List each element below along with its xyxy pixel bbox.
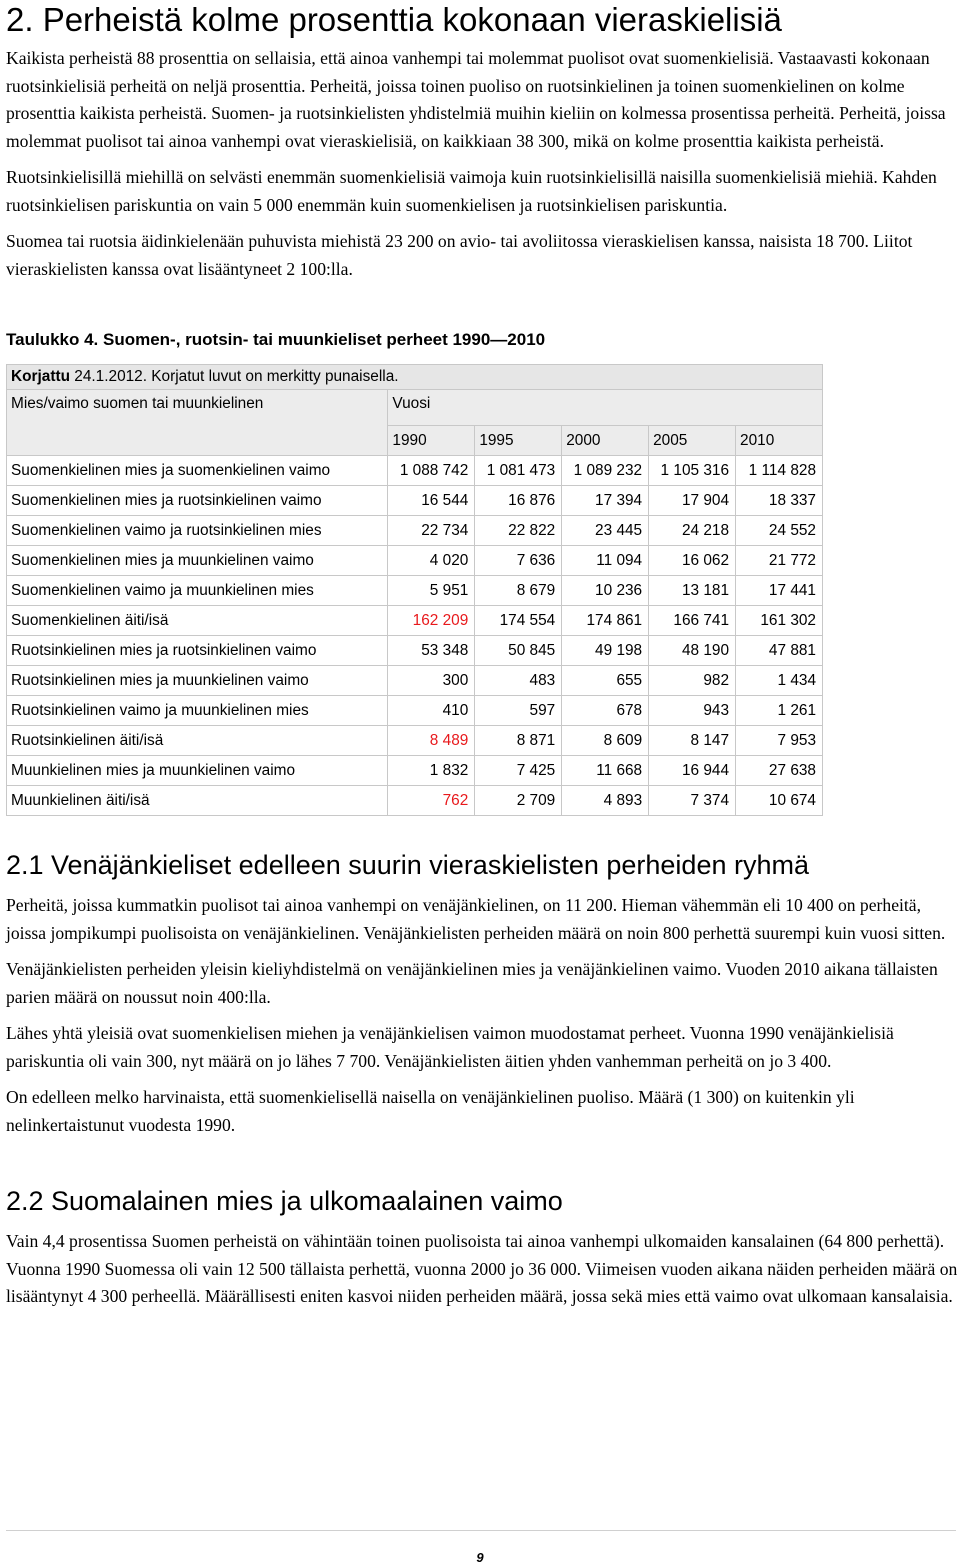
table-cell: 17 904 bbox=[649, 486, 736, 516]
table-cell: 47 881 bbox=[736, 636, 823, 666]
table-cell: 27 638 bbox=[736, 756, 823, 786]
table-cell: 166 741 bbox=[649, 606, 736, 636]
table-cell: 174 861 bbox=[562, 606, 649, 636]
section-2-body bbox=[6, 45, 958, 283]
table-row bbox=[7, 756, 823, 786]
section-2-2-body bbox=[6, 1228, 958, 1311]
table-cell: 162 209 bbox=[388, 606, 475, 636]
table-cell: 24 218 bbox=[649, 516, 736, 546]
table-cell: 22 822 bbox=[475, 516, 562, 546]
table-row bbox=[7, 486, 823, 516]
year-header: 2000 bbox=[562, 426, 649, 456]
row-label: Suomenkielinen mies ja suomenkielinen vaimo bbox=[7, 456, 388, 486]
table-cell: 1 088 742 bbox=[388, 456, 475, 486]
table-cell: 22 734 bbox=[388, 516, 475, 546]
row-label: Suomenkielinen mies ja ruotsinkielinen vaimo bbox=[7, 486, 388, 516]
section-2-heading: 2. Perheistä kolme prosenttia kokonaan vieraskielisiä bbox=[6, 1, 782, 38]
table-cell: 48 190 bbox=[649, 636, 736, 666]
table-cell: 1 081 473 bbox=[475, 456, 562, 486]
row-label: Ruotsinkielinen äiti/isä bbox=[7, 726, 388, 756]
paragraph: Suomea tai ruotsia äidinkielenään puhuvista miehistä 23 200 on avio- tai avoliitossa vieraskielisen kanssa, naisista 18 700. Liitot vieraskielisten kanssa ovat lisääntyneet 2 100:lla. bbox=[6, 231, 913, 279]
table-cell: 410 bbox=[388, 696, 475, 726]
table-cell: 24 552 bbox=[736, 516, 823, 546]
table-cell: 10 674 bbox=[736, 786, 823, 816]
table-cell: 17 441 bbox=[736, 576, 823, 606]
table-cell: 23 445 bbox=[562, 516, 649, 546]
table-cell: 1 261 bbox=[736, 696, 823, 726]
paragraph: Perheitä, joissa kummatkin puolisot tai ainoa vanhempi on venäjänkielinen, on 11 200. Hieman vähemmän eli 10 400 on perheitä, joissa jompikumpi puolisoista on venäjänkielinen. Venäjänkielisten perheiden määrä on noin 800 perhettä suurempi kuin vuosi sitten. bbox=[6, 895, 946, 943]
table-cell: 483 bbox=[475, 666, 562, 696]
table-cell: 16 544 bbox=[388, 486, 475, 516]
table-cell: 1 105 316 bbox=[649, 456, 736, 486]
year-header: 1995 bbox=[475, 426, 562, 456]
table-row bbox=[7, 696, 823, 726]
table-cell: 8 679 bbox=[475, 576, 562, 606]
document-page bbox=[6, 0, 958, 1320]
header-row bbox=[7, 390, 823, 426]
row-header: Mies/vaimo suomen tai muunkielinen bbox=[7, 390, 388, 456]
table-cell: 18 337 bbox=[736, 486, 823, 516]
table-cell: 1 089 232 bbox=[562, 456, 649, 486]
table-cell: 53 348 bbox=[388, 636, 475, 666]
table-cell: 1 434 bbox=[736, 666, 823, 696]
table-cell: 678 bbox=[562, 696, 649, 726]
section-2-1-body bbox=[6, 892, 958, 1139]
table-cell: 49 198 bbox=[562, 636, 649, 666]
table-cell: 8 489 bbox=[388, 726, 475, 756]
table-cell: 300 bbox=[388, 666, 475, 696]
correction-label: Korjattu bbox=[11, 368, 70, 385]
table-cell: 1 114 828 bbox=[736, 456, 823, 486]
table-cell: 17 394 bbox=[562, 486, 649, 516]
table-cell: 8 871 bbox=[475, 726, 562, 756]
paragraph: Venäjänkielisten perheiden yleisin kieliyhdistelmä on venäjänkielinen mies ja venäjänkielinen vaimo. Vuoden 2010 aikana tällaisten parien määrä on noussut noin 400:lla. bbox=[6, 959, 938, 1007]
table-row bbox=[7, 456, 823, 486]
table-cell: 982 bbox=[649, 666, 736, 696]
table-cell: 50 845 bbox=[475, 636, 562, 666]
table-row bbox=[7, 606, 823, 636]
row-label: Suomenkielinen vaimo ja muunkielinen mies bbox=[7, 576, 388, 606]
row-label: Muunkielinen mies ja muunkielinen vaimo bbox=[7, 756, 388, 786]
group-header: Vuosi bbox=[388, 390, 823, 426]
year-header: 2010 bbox=[736, 426, 823, 456]
table-cell: 8 147 bbox=[649, 726, 736, 756]
table-cell: 11 668 bbox=[562, 756, 649, 786]
correction-row bbox=[7, 365, 823, 390]
row-label: Ruotsinkielinen mies ja muunkielinen vaimo bbox=[7, 666, 388, 696]
table-cell: 943 bbox=[649, 696, 736, 726]
row-label: Suomenkielinen äiti/isä bbox=[7, 606, 388, 636]
table-cell: 7 374 bbox=[649, 786, 736, 816]
table-row bbox=[7, 666, 823, 696]
table-cell: 7 425 bbox=[475, 756, 562, 786]
table-cell: 11 094 bbox=[562, 546, 649, 576]
table-row bbox=[7, 546, 823, 576]
table-cell: 2 709 bbox=[475, 786, 562, 816]
table-cell: 174 554 bbox=[475, 606, 562, 636]
paragraph: Vain 4,4 prosentissa Suomen perheistä on vähintään toinen puolisoista tai ainoa vanhempi ulkomaiden kansalainen (64 800 perhettä). Vuonna 1990 Suomessa oli vain 12 500 tällaista perhettä, vuonna 2000 jo 36 000. Viimeisen vuoden aikana näiden perheiden määrä on lisääntynyt 4 300 perheellä. Määrällisesti eniten kasvoi niiden perheiden määrä, jossa sekä mies että vaimo ovat ulkomaan kansalaisia. bbox=[6, 1231, 958, 1306]
table-cell: 16 876 bbox=[475, 486, 562, 516]
row-label: Suomenkielinen vaimo ja ruotsinkielinen mies bbox=[7, 516, 388, 546]
table-row bbox=[7, 786, 823, 816]
table-cell: 13 181 bbox=[649, 576, 736, 606]
row-label: Suomenkielinen mies ja muunkielinen vaimo bbox=[7, 546, 388, 576]
table-cell: 7 636 bbox=[475, 546, 562, 576]
table-cell: 1 832 bbox=[388, 756, 475, 786]
table-cell: 8 609 bbox=[562, 726, 649, 756]
table-cell: 597 bbox=[475, 696, 562, 726]
table-row bbox=[7, 576, 823, 606]
table-cell: 762 bbox=[388, 786, 475, 816]
table-cell: 7 953 bbox=[736, 726, 823, 756]
table-cell: 161 302 bbox=[736, 606, 823, 636]
paragraph: Kaikista perheistä 88 prosenttia on sellaisia, että ainoa vanhempi tai molemmat puolisot ovat suomenkielisiä. Vastaavasti kokonaan ruotsinkielisiä perheitä on neljä prosenttia. Perheitä, joissa toinen puoliso on ruotsinkielinen ja toinen suomenkielinen on kolme prosenttia kaikista perheistä. Suomen- ja ruotsinkielisten yhdistelmiä muihin kieliin on kolmessa prosentissa perheitä. Perheitä, joissa molemmat puolisot tai ainoa vanhempi ovat vieraskielisiä, on kaikkiaan 38 300, mikä on kolme prosenttia kaikista perheistä. bbox=[6, 48, 946, 151]
year-header: 1990 bbox=[388, 426, 475, 456]
page-number: 9 bbox=[476, 1550, 484, 1565]
row-label: Ruotsinkielinen vaimo ja muunkielinen mies bbox=[7, 696, 388, 726]
table-cell: 16 062 bbox=[649, 546, 736, 576]
year-header: 2005 bbox=[649, 426, 736, 456]
row-label: Muunkielinen äiti/isä bbox=[7, 786, 388, 816]
table-cell: 4 893 bbox=[562, 786, 649, 816]
table-cell: 4 020 bbox=[388, 546, 475, 576]
table-caption: Taulukko 4. Suomen-, ruotsin- tai muunkieliset perheet 1990—2010 bbox=[6, 330, 546, 349]
table-row bbox=[7, 726, 823, 756]
table-cell: 10 236 bbox=[562, 576, 649, 606]
section-2-2-heading: 2.2 Suomalainen mies ja ulkomaalainen vaimo bbox=[6, 1186, 563, 1216]
families-table bbox=[6, 364, 823, 816]
paragraph: On edelleen melko harvinaista, että suomenkielisellä naisella on venäjänkielinen puoliso. Määrä (1 300) on kuitenkin yli nelinkertaistunut vuodesta 1990. bbox=[6, 1087, 855, 1135]
row-label: Ruotsinkielinen mies ja ruotsinkielinen vaimo bbox=[7, 636, 388, 666]
footer-divider bbox=[6, 1530, 956, 1531]
table-cell: 655 bbox=[562, 666, 649, 696]
table-cell: 16 944 bbox=[649, 756, 736, 786]
correction-note bbox=[7, 365, 823, 390]
table-cell: 21 772 bbox=[736, 546, 823, 576]
table-cell: 5 951 bbox=[388, 576, 475, 606]
paragraph: Lähes yhtä yleisiä ovat suomenkielisen miehen ja venäjänkielisen vaimon muodostamat perheet. Vuonna 1990 venäjänkielisiä pariskuntia oli vain 300, nyt määrä on jo lähes 7 700. Venäjänkielisten äitien yhden vanhemman perheitä on jo 3 400. bbox=[6, 1023, 894, 1071]
table-row bbox=[7, 516, 823, 546]
correction-text: 24.1.2012. Korjatut luvut on merkitty punaisella. bbox=[70, 368, 399, 385]
table-row bbox=[7, 636, 823, 666]
section-2-1-heading: 2.1 Venäjänkieliset edelleen suurin vieraskielisten perheiden ryhmä bbox=[6, 850, 809, 880]
paragraph: Ruotsinkielisillä miehillä on selvästi enemmän suomenkielisiä vaimoja kuin ruotsinkielisillä naisilla suomenkielisiä miehiä. Kahden ruotsinkielisen pariskuntia on vain 5 000 enemmän kuin suomenkielisen ja ruotsinkielisen pariskuntia. bbox=[6, 167, 937, 215]
